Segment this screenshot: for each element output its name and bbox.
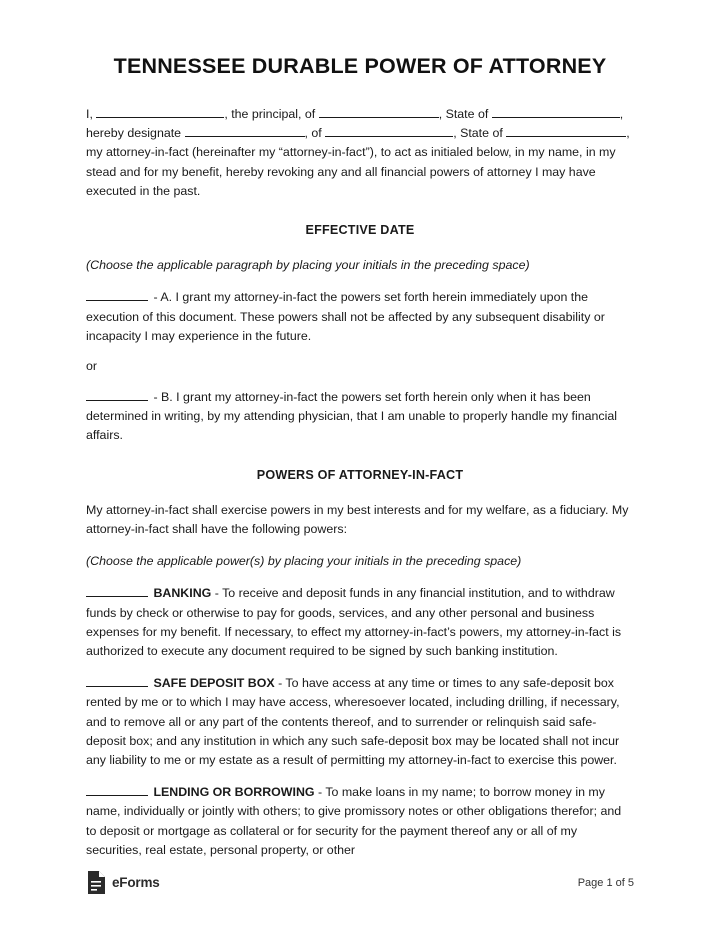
banking-term: BANKING bbox=[153, 586, 212, 601]
intro-text-c: , State of bbox=[438, 107, 492, 121]
powers-instruction: (Choose the applicable power(s) by placing your initials in the preceding space) bbox=[86, 554, 522, 569]
power-item-banking bbox=[86, 584, 634, 661]
power-item-lending-or-borrowing bbox=[86, 783, 634, 860]
safe-deposit-box-text: - To have access at any time or times to any safe-deposit box rented by me or to which I may have access, wheresoever located, including drilling, if necessary, and to remove all or any part of the contents thereof, and to surrender or relinquish said safe-deposit box; and any institution in which any such safe-deposit box may be located shall not incur any liability to me or my estate as a result of permitting my attorney-in-fact to exercise this power. bbox=[86, 676, 620, 768]
intro-text-b: , the principal, of bbox=[224, 107, 319, 121]
banking-initials-blank[interactable] bbox=[86, 585, 148, 598]
principal-state-blank[interactable] bbox=[492, 105, 620, 118]
page-number: Page 1 of 5 bbox=[577, 877, 634, 889]
effective-date-option-a bbox=[86, 288, 634, 346]
lending-initials-blank[interactable] bbox=[86, 783, 148, 796]
intro-text-a: I, bbox=[86, 107, 97, 121]
intro-text-g: , my attorney-in-fact (hereinafter my “attorney-in-fact”), to act as initialed below, in my name, in my stead and for my benefit, hereby revoking any and all financial powers of attorney I may have executed in the past. bbox=[86, 126, 630, 198]
intro-text-e: , of bbox=[304, 126, 326, 141]
effective-date-option-b bbox=[86, 388, 634, 446]
safe-deposit-box-initials-blank[interactable] bbox=[86, 674, 148, 687]
powers-preamble: My attorney-in-fact shall exercise powers in my best interests and for my welfare, as a fiduciary. My attorney-in-fact shall have the following powers: bbox=[86, 502, 629, 536]
effective-date-or: or bbox=[86, 358, 98, 373]
option-a-text: - A. I grant my attorney-in-fact the powers set forth herein immediately upon the execution of this document. These powers shall not be affected by any subsequent disability or incapacity I may experience in the future. bbox=[86, 290, 605, 343]
option-b-initials-blank[interactable] bbox=[86, 388, 148, 401]
agent-name-blank[interactable] bbox=[185, 124, 305, 137]
eforms-logo-text: eForms bbox=[112, 875, 160, 890]
principal-name-blank[interactable] bbox=[96, 105, 224, 118]
effective-date-instruction: (Choose the applicable paragraph by placing your initials in the preceding space) bbox=[86, 258, 530, 273]
page-footer bbox=[0, 857, 720, 931]
lending-term: LENDING OR BORROWING bbox=[153, 785, 315, 800]
agent-state-blank[interactable] bbox=[506, 124, 626, 137]
option-a-initials-blank[interactable] bbox=[86, 289, 148, 302]
lending-text: - To make loans in my name; to borrow money in my name, individually or jointly with others; to give promissory notes or other obligations therefor; and to deposit or mortgage as collateral or for security for the payment thereof any or all of my securities, real estate, personal property, or other bbox=[86, 785, 622, 857]
eforms-logo bbox=[86, 870, 160, 895]
effective-date-heading: EFFECTIVE DATE bbox=[305, 223, 415, 238]
intro-paragraph bbox=[86, 105, 634, 201]
agent-address-blank[interactable] bbox=[325, 124, 453, 137]
safe-deposit-box-term: SAFE DEPOSIT BOX bbox=[153, 676, 275, 691]
option-b-text: - B. I grant my attorney-in-fact the powers set forth herein only when it has been determined in writing, by my attending physician, that I am unable to properly handle my financial affairs. bbox=[86, 389, 618, 443]
principal-address-blank[interactable] bbox=[319, 105, 439, 118]
powers-heading: POWERS OF ATTORNEY-IN-FACT bbox=[256, 467, 464, 482]
banking-text: - To receive and deposit funds in any financial institution, and to withdraw funds by check or otherwise to pay for goods, services, and any other personal and business expenses for my benefit. If necessary, to effect my attorney-in-fact’s powers, my attorney-in-fact is authorized to execute any document required to be signed by such banking institution. bbox=[86, 586, 622, 658]
power-item-safe-deposit-box bbox=[86, 674, 634, 770]
page-title: TENNESSEE DURABLE POWER OF ATTORNEY bbox=[113, 54, 607, 78]
intro-text-f: , State of bbox=[453, 126, 507, 141]
document-icon bbox=[86, 870, 107, 895]
intro-text-d: , hereby designate bbox=[86, 107, 624, 141]
